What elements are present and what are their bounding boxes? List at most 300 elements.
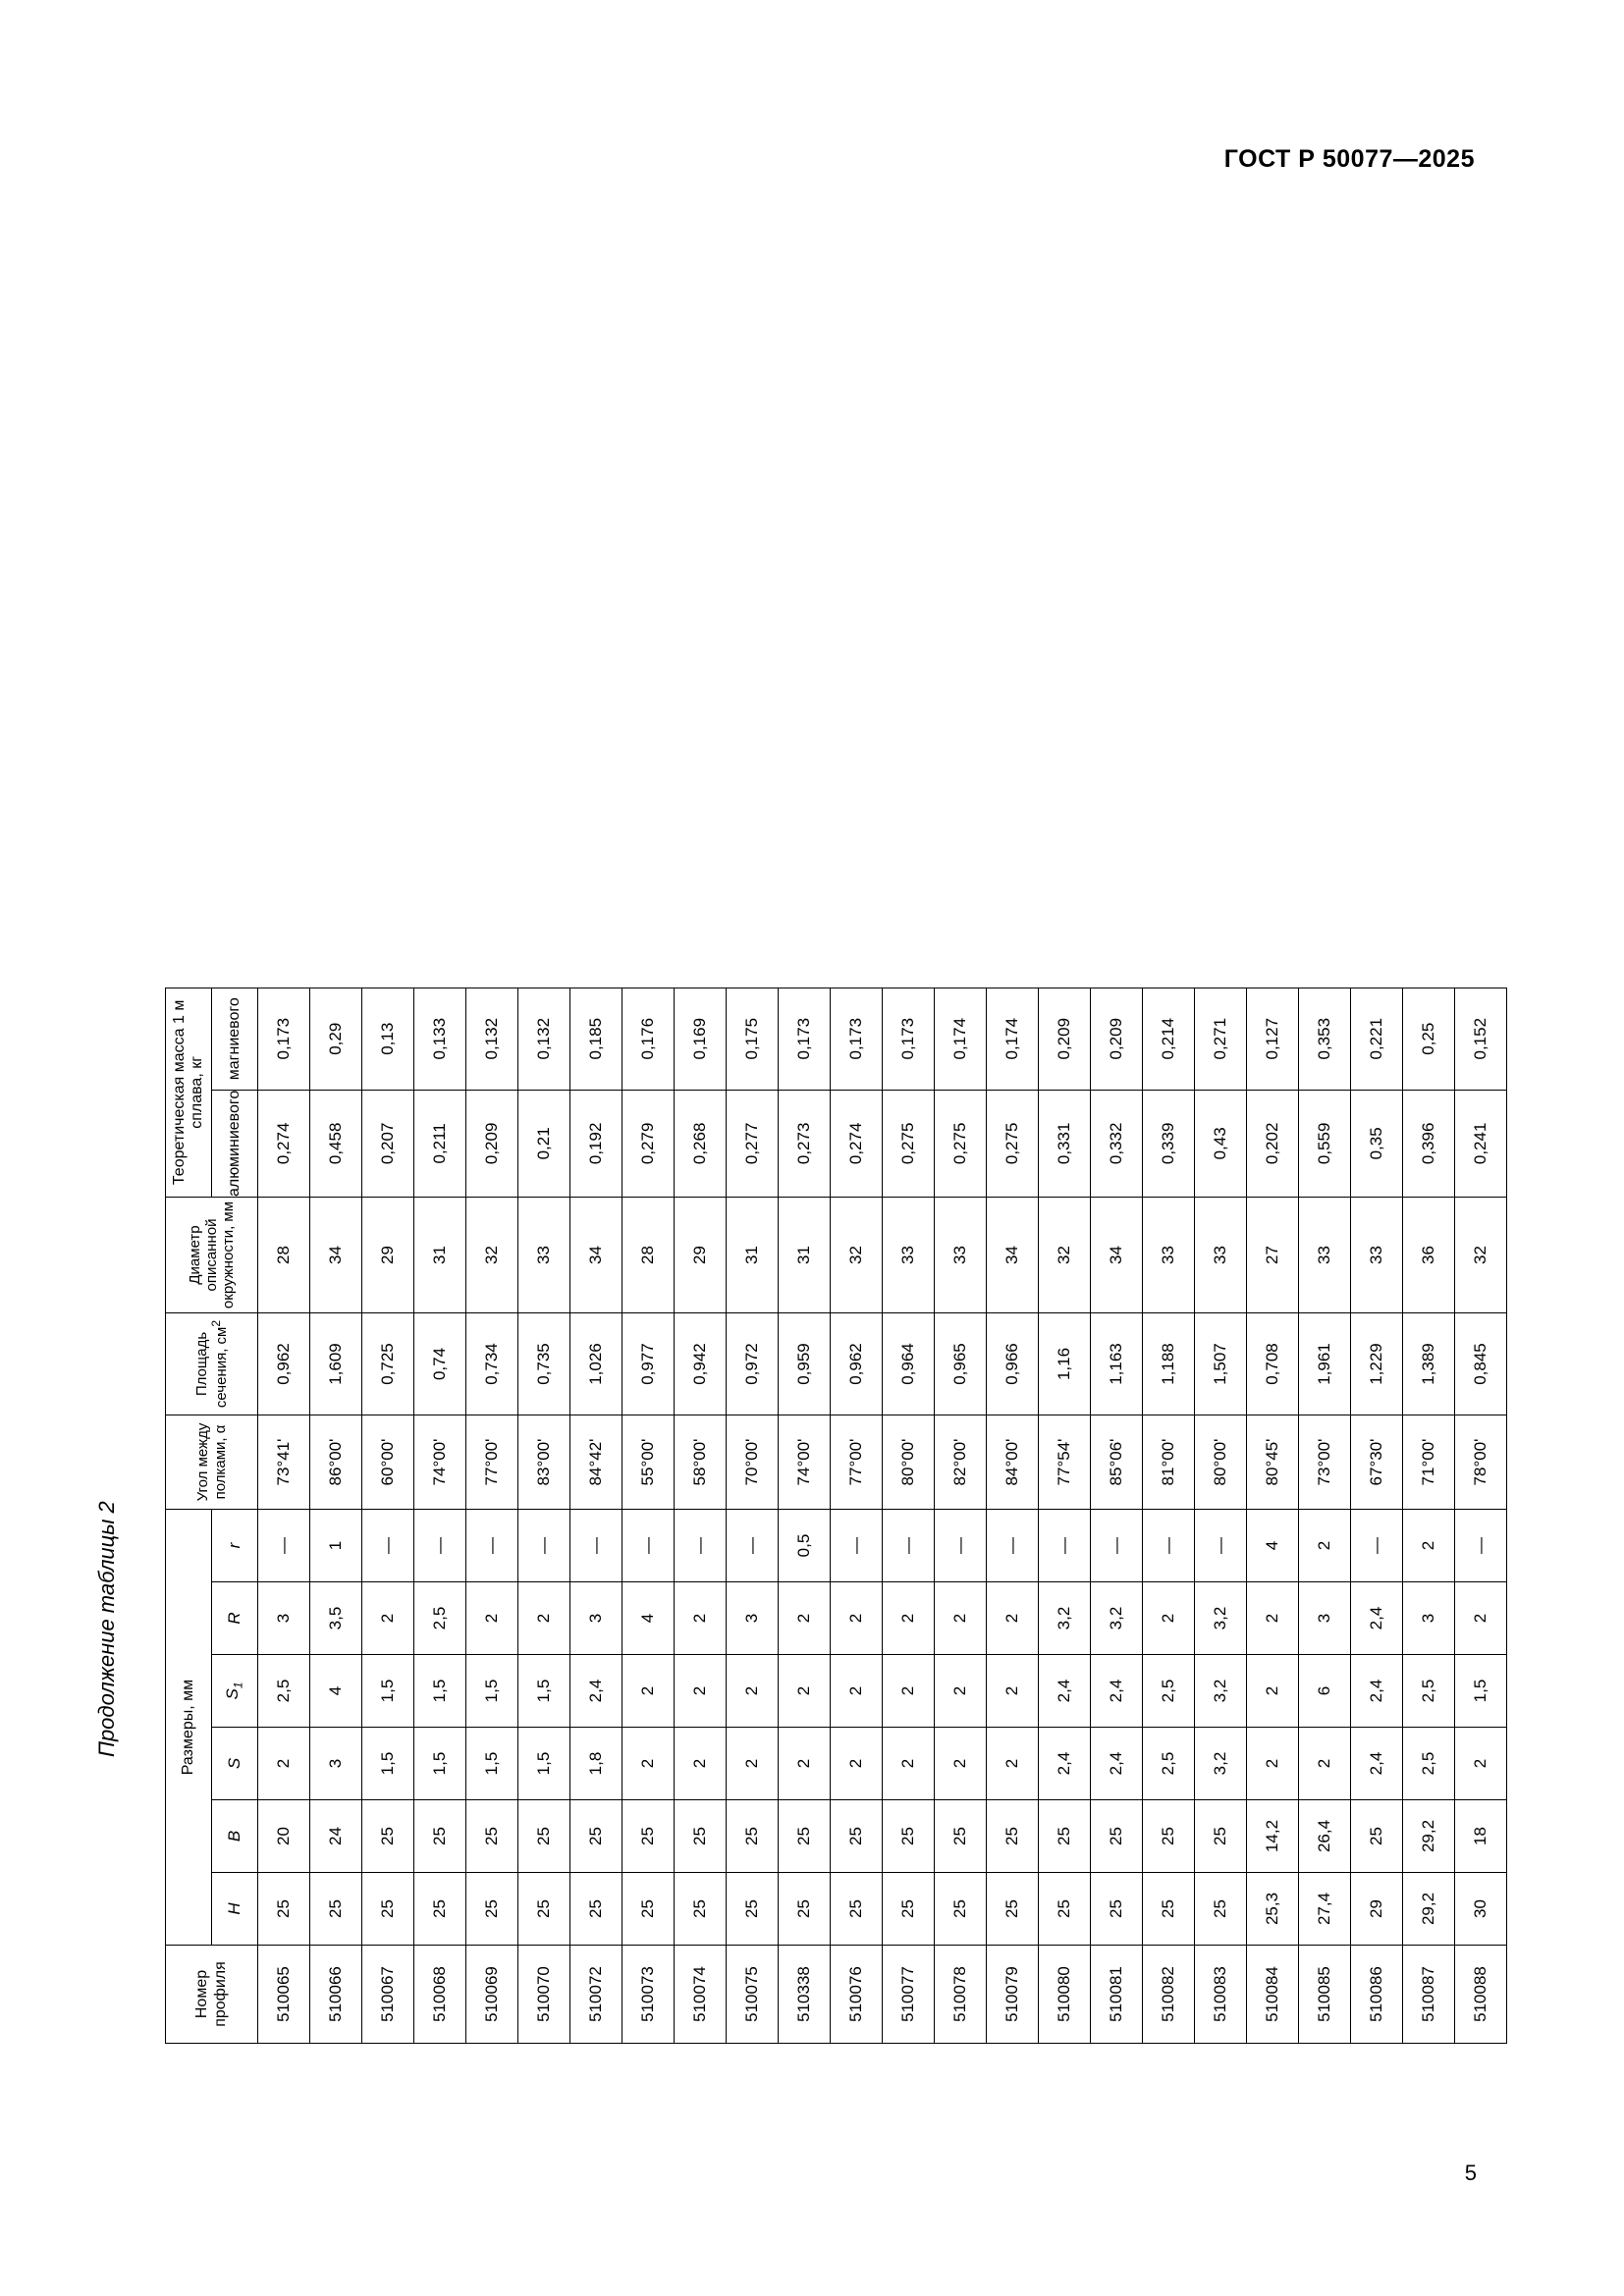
cell-dim-r-small: —: [518, 1510, 570, 1582]
cell-dim-r-small: —: [258, 1510, 310, 1582]
cell-mass-aluminium: 0,192: [570, 1090, 623, 1197]
cell-mass-aluminium: 0,275: [987, 1090, 1039, 1197]
cell-mass-magnesium: 0,169: [675, 988, 727, 1090]
cell-mass-magnesium: 0,132: [466, 988, 518, 1090]
cell-area: 1,389: [1403, 1313, 1455, 1415]
cell-dim-r-big: 3,5: [310, 1582, 362, 1655]
cell-area: 1,229: [1351, 1313, 1403, 1415]
cell-dim-s1: 2: [1247, 1655, 1299, 1728]
cell-dim-s1: 1,5: [1455, 1655, 1507, 1728]
cell-dim-r-small: —: [1351, 1510, 1403, 1582]
cell-dim-h: 25: [727, 1873, 779, 1946]
cell-dim-s1: 2: [779, 1655, 831, 1728]
cell-mass-magnesium: 0,133: [414, 988, 466, 1090]
cell-dim-s1: 2: [883, 1655, 935, 1728]
cell-dim-b: 18: [1455, 1800, 1507, 1873]
table-row: [414, 988, 466, 2043]
cell-dim-s1: 6: [1299, 1655, 1351, 1728]
cell-mass-aluminium: 0,277: [727, 1090, 779, 1197]
cell-angle: 84°42': [570, 1415, 623, 1510]
header-profile-number: Номер профиля: [166, 1946, 258, 2044]
cell-mass-magnesium: 0,174: [935, 988, 987, 1090]
cell-profile-number: 510069: [466, 1946, 518, 2044]
cell-mass-magnesium: 0,173: [258, 988, 310, 1090]
cell-dim-r-small: —: [1455, 1510, 1507, 1582]
cell-dim-s1: 1,5: [414, 1655, 466, 1728]
cell-profile-number: 510082: [1143, 1946, 1195, 2044]
cell-dim-s: 2: [675, 1728, 727, 1800]
cell-profile-number: 510072: [570, 1946, 623, 2044]
cell-dim-b: 25: [935, 1800, 987, 1873]
cell-profile-number: 510083: [1195, 1946, 1247, 2044]
cell-dim-b: 25: [362, 1800, 414, 1873]
cell-dim-s1: 2,5: [1143, 1655, 1195, 1728]
cell-dim-b: 25: [414, 1800, 466, 1873]
cell-dim-s1: 2: [675, 1655, 727, 1728]
cell-mass-magnesium: 0,127: [1247, 988, 1299, 1090]
cell-area: 0,74: [414, 1313, 466, 1415]
cell-dim-r-big: 2,4: [1351, 1582, 1403, 1655]
cell-dim-b: 25: [1039, 1800, 1091, 1873]
cell-mass-aluminium: 0,35: [1351, 1090, 1403, 1197]
cell-mass-aluminium: 0,279: [623, 1090, 675, 1197]
cell-dim-b: 25: [518, 1800, 570, 1873]
cell-dim-r-small: —: [987, 1510, 1039, 1582]
cell-dim-s1: 2,5: [258, 1655, 310, 1728]
table-row: [518, 988, 570, 2043]
cell-dim-s: 2: [831, 1728, 883, 1800]
cell-dim-b: 25: [675, 1800, 727, 1873]
cell-dim-h: 27,4: [1299, 1873, 1351, 1946]
profile-dimensions-table: [165, 988, 1507, 2044]
cell-dim-b: 26,4: [1299, 1800, 1351, 1873]
cell-dim-b: 24: [310, 1800, 362, 1873]
cell-angle: 55°00': [623, 1415, 675, 1510]
cell-area: 1,16: [1039, 1313, 1091, 1415]
cell-area: 1,163: [1091, 1313, 1143, 1415]
cell-diameter: 33: [1143, 1198, 1195, 1313]
cell-area: 0,972: [727, 1313, 779, 1415]
cell-dim-h: 25: [466, 1873, 518, 1946]
cell-dim-r-big: 2: [1247, 1582, 1299, 1655]
cell-profile-number: 510079: [987, 1946, 1039, 2044]
cell-dim-s: 2: [258, 1728, 310, 1800]
cell-angle: 80°45': [1247, 1415, 1299, 1510]
cell-angle: 77°00': [831, 1415, 883, 1510]
cell-mass-magnesium: 0,209: [1091, 988, 1143, 1090]
cell-dim-r-small: 1: [310, 1510, 362, 1582]
cell-dim-h: 25: [362, 1873, 414, 1946]
cell-dim-b: 25: [1195, 1800, 1247, 1873]
cell-dim-s: 2,4: [1091, 1728, 1143, 1800]
cell-dim-h: 25: [883, 1873, 935, 1946]
cell-dim-r-small: 0,5: [779, 1510, 831, 1582]
header-dim-r-big: R: [212, 1582, 258, 1655]
cell-angle: 80°00': [1195, 1415, 1247, 1510]
cell-dim-s: 2,5: [1403, 1728, 1455, 1800]
cell-profile-number: 510070: [518, 1946, 570, 2044]
cell-dim-s1: 1,5: [518, 1655, 570, 1728]
cell-dim-h: 25: [675, 1873, 727, 1946]
cell-dim-h: 25: [779, 1873, 831, 1946]
cell-angle: 85°06': [1091, 1415, 1143, 1510]
table-row: [362, 988, 414, 2043]
cell-dim-r-big: 2,5: [414, 1582, 466, 1655]
cell-mass-aluminium: 0,274: [831, 1090, 883, 1197]
cell-angle: 73°00': [1299, 1415, 1351, 1510]
cell-diameter: 27: [1247, 1198, 1299, 1313]
cell-dim-b: 25: [779, 1800, 831, 1873]
cell-mass-aluminium: 0,207: [362, 1090, 414, 1197]
cell-dim-r-big: 3,2: [1091, 1582, 1143, 1655]
cell-dim-s1: 4: [310, 1655, 362, 1728]
cell-dim-r-big: 2: [518, 1582, 570, 1655]
cell-dim-h: 25: [1091, 1873, 1143, 1946]
cell-dim-s1: 2: [935, 1655, 987, 1728]
cell-mass-aluminium: 0,339: [1143, 1090, 1195, 1197]
cell-dim-r-small: —: [362, 1510, 414, 1582]
cell-angle: 74°00': [414, 1415, 466, 1510]
cell-mass-magnesium: 0,173: [831, 988, 883, 1090]
cell-angle: 73°41': [258, 1415, 310, 1510]
cell-mass-aluminium: 0,241: [1455, 1090, 1507, 1197]
table-row: [258, 988, 310, 2043]
cell-dim-s1: 3,2: [1195, 1655, 1247, 1728]
cell-angle: 60°00': [362, 1415, 414, 1510]
cell-dim-h: 25: [935, 1873, 987, 1946]
cell-mass-magnesium: 0,13: [362, 988, 414, 1090]
cell-diameter: 33: [1299, 1198, 1351, 1313]
cell-mass-aluminium: 0,273: [779, 1090, 831, 1197]
cell-mass-magnesium: 0,173: [779, 988, 831, 1090]
cell-dim-s1: 2,4: [1039, 1655, 1091, 1728]
cell-dim-h: 30: [1455, 1873, 1507, 1946]
table-row: [831, 988, 883, 2043]
header-mass-group: Теоретическая масса 1 м сплава, кг: [166, 988, 212, 1197]
cell-dim-r-big: 3: [1299, 1582, 1351, 1655]
header-dim-s1: [212, 1655, 258, 1728]
cell-dim-s: 1,5: [362, 1728, 414, 1800]
cell-dim-s: 2: [1455, 1728, 1507, 1800]
cell-dim-s: 2: [935, 1728, 987, 1800]
cell-dim-h: 25: [987, 1873, 1039, 1946]
cell-dim-b: 25: [831, 1800, 883, 1873]
cell-profile-number: 510080: [1039, 1946, 1091, 2044]
cell-angle: 74°00': [779, 1415, 831, 1510]
cell-profile-number: 510084: [1247, 1946, 1299, 2044]
cell-diameter: 34: [987, 1198, 1039, 1313]
cell-profile-number: 510074: [675, 1946, 727, 2044]
cell-dim-r-small: 2: [1299, 1510, 1351, 1582]
cell-dim-s1: 1,5: [362, 1655, 414, 1728]
cell-dim-s: 2: [883, 1728, 935, 1800]
cell-diameter: 28: [623, 1198, 675, 1313]
cell-dim-s: 2,4: [1351, 1728, 1403, 1800]
header-area: [166, 1313, 258, 1415]
cell-dim-s1: 2,4: [1351, 1655, 1403, 1728]
table-row: [1299, 988, 1351, 2043]
cell-dim-r-small: —: [1143, 1510, 1195, 1582]
table-row: [935, 988, 987, 2043]
cell-dim-r-big: 2: [935, 1582, 987, 1655]
cell-dim-r-small: 2: [1403, 1510, 1455, 1582]
header-angle: Угол между полками, α: [166, 1415, 258, 1510]
cell-dim-s1: 2,5: [1403, 1655, 1455, 1728]
cell-dim-s1: 2,4: [570, 1655, 623, 1728]
cell-mass-magnesium: 0,176: [623, 988, 675, 1090]
cell-dim-r-small: —: [675, 1510, 727, 1582]
cell-dim-r-small: —: [623, 1510, 675, 1582]
page-number: 5: [1464, 2161, 1477, 2185]
cell-mass-aluminium: 0,211: [414, 1090, 466, 1197]
cell-dim-s: 2: [779, 1728, 831, 1800]
cell-mass-magnesium: 0,132: [518, 988, 570, 1090]
cell-dim-r-small: —: [1039, 1510, 1091, 1582]
cell-mass-aluminium: 0,458: [310, 1090, 362, 1197]
header-area-text: Площадь сечения, см: [192, 1326, 230, 1409]
cell-mass-magnesium: 0,221: [1351, 988, 1403, 1090]
cell-diameter: 31: [779, 1198, 831, 1313]
cell-angle: 81°00': [1143, 1415, 1195, 1510]
table-body: [258, 988, 1507, 2043]
cell-area: 1,026: [570, 1313, 623, 1415]
cell-angle: 77°00': [466, 1415, 518, 1510]
cell-mass-aluminium: 0,274: [258, 1090, 310, 1197]
cell-dim-b: 20: [258, 1800, 310, 1873]
cell-dim-b: 25: [1351, 1800, 1403, 1873]
table-row: [883, 988, 935, 2043]
cell-diameter: 29: [362, 1198, 414, 1313]
header-dim-h: H: [212, 1873, 258, 1946]
table-row: [570, 988, 623, 2043]
table-row: [466, 988, 518, 2043]
table-row: [1143, 988, 1195, 2043]
cell-profile-number: 510076: [831, 1946, 883, 2044]
cell-mass-magnesium: 0,271: [1195, 988, 1247, 1090]
cell-area: 0,725: [362, 1313, 414, 1415]
header-diameter: Диаметр описанной окружности, мм: [166, 1198, 258, 1313]
cell-dim-h: 25: [258, 1873, 310, 1946]
cell-mass-aluminium: 0,559: [1299, 1090, 1351, 1197]
cell-dim-r-big: 3: [258, 1582, 310, 1655]
cell-dim-s: 2: [1299, 1728, 1351, 1800]
cell-profile-number: 510065: [258, 1946, 310, 2044]
cell-profile-number: 510085: [1299, 1946, 1351, 2044]
cell-diameter: 29: [675, 1198, 727, 1313]
cell-area: 1,961: [1299, 1313, 1351, 1415]
cell-dim-s: 2: [1247, 1728, 1299, 1800]
cell-angle: 58°00': [675, 1415, 727, 1510]
cell-area: 0,708: [1247, 1313, 1299, 1415]
cell-mass-aluminium: 0,331: [1039, 1090, 1091, 1197]
cell-area: 0,965: [935, 1313, 987, 1415]
table-row: [987, 988, 1039, 2043]
cell-profile-number: 510068: [414, 1946, 466, 2044]
cell-dim-h: 25: [518, 1873, 570, 1946]
cell-diameter: 32: [1455, 1198, 1507, 1313]
cell-area: 0,734: [466, 1313, 518, 1415]
cell-dim-h: 29: [1351, 1873, 1403, 1946]
cell-profile-number: 510078: [935, 1946, 987, 2044]
cell-mass-aluminium: 0,268: [675, 1090, 727, 1197]
cell-profile-number: 510086: [1351, 1946, 1403, 2044]
cell-area: 0,962: [258, 1313, 310, 1415]
table-row: [727, 988, 779, 2043]
cell-dim-r-big: 2: [831, 1582, 883, 1655]
cell-mass-aluminium: 0,43: [1195, 1090, 1247, 1197]
cell-mass-magnesium: 0,152: [1455, 988, 1507, 1090]
header-area-superscript: 2: [209, 1319, 223, 1327]
table-row: [1091, 988, 1143, 2043]
cell-diameter: 34: [570, 1198, 623, 1313]
cell-angle: 86°00': [310, 1415, 362, 1510]
table-row: [675, 988, 727, 2043]
cell-profile-number: 510066: [310, 1946, 362, 2044]
table-row: [1247, 988, 1299, 2043]
header-mass-magnesium: магниевого: [212, 988, 258, 1090]
cell-mass-aluminium: 0,21: [518, 1090, 570, 1197]
cell-dim-r-big: 3: [1403, 1582, 1455, 1655]
cell-dim-r-big: 2: [466, 1582, 518, 1655]
header-dim-s1-subscript: 1: [231, 1682, 245, 1689]
cell-mass-aluminium: 0,396: [1403, 1090, 1455, 1197]
cell-dim-r-small: —: [414, 1510, 466, 1582]
cell-angle: 78°00': [1455, 1415, 1507, 1510]
cell-area: 0,962: [831, 1313, 883, 1415]
cell-dim-s: 1,5: [414, 1728, 466, 1800]
header-dim-s1-text: S: [223, 1688, 243, 1700]
cell-dim-h: 25: [831, 1873, 883, 1946]
cell-dim-s1: 2: [987, 1655, 1039, 1728]
cell-angle: 80°00': [883, 1415, 935, 1510]
cell-mass-aluminium: 0,209: [466, 1090, 518, 1197]
cell-angle: 83°00': [518, 1415, 570, 1510]
cell-dim-b: 25: [570, 1800, 623, 1873]
header-dim-s: S: [212, 1728, 258, 1800]
table-row: [623, 988, 675, 2043]
table-header: [166, 988, 258, 2043]
cell-diameter: 32: [831, 1198, 883, 1313]
cell-dim-s: 2: [987, 1728, 1039, 1800]
cell-dim-r-big: 4: [623, 1582, 675, 1655]
cell-diameter: 33: [1351, 1198, 1403, 1313]
cell-dim-b: 29,2: [1403, 1800, 1455, 1873]
cell-dim-r-small: —: [1091, 1510, 1143, 1582]
cell-dim-r-big: 2: [1143, 1582, 1195, 1655]
cell-dim-b: 25: [1143, 1800, 1195, 1873]
rotated-table-wrapper: [165, 988, 1507, 2044]
cell-dim-r-small: —: [883, 1510, 935, 1582]
cell-dim-s1: 2: [831, 1655, 883, 1728]
cell-mass-magnesium: 0,214: [1143, 988, 1195, 1090]
cell-dim-r-big: 3: [570, 1582, 623, 1655]
cell-dim-s: 2,4: [1039, 1728, 1091, 1800]
cell-profile-number: 510067: [362, 1946, 414, 2044]
cell-diameter: 33: [883, 1198, 935, 1313]
cell-dim-r-big: 3,2: [1195, 1582, 1247, 1655]
cell-dim-r-big: 2: [779, 1582, 831, 1655]
table-row: [1351, 988, 1403, 2043]
cell-angle: 77°54': [1039, 1415, 1091, 1510]
header-mass-aluminium: алюминиевого: [212, 1090, 258, 1197]
header-dim-b: B: [212, 1800, 258, 1873]
cell-diameter: 34: [1091, 1198, 1143, 1313]
cell-area: 1,188: [1143, 1313, 1195, 1415]
cell-dim-r-big: 3: [727, 1582, 779, 1655]
standard-header: ГОСТ Р 50077—2025: [1223, 145, 1475, 173]
cell-dim-s: 3: [310, 1728, 362, 1800]
cell-dim-s: 2,5: [1143, 1728, 1195, 1800]
cell-mass-aluminium: 0,275: [935, 1090, 987, 1197]
cell-dim-s1: 2: [623, 1655, 675, 1728]
cell-diameter: 32: [466, 1198, 518, 1313]
cell-dim-h: 25: [310, 1873, 362, 1946]
cell-dim-s: 2: [727, 1728, 779, 1800]
cell-dim-s: 1,5: [518, 1728, 570, 1800]
cell-dim-s1: 2: [727, 1655, 779, 1728]
cell-mass-magnesium: 0,175: [727, 988, 779, 1090]
cell-dim-r-big: 2: [987, 1582, 1039, 1655]
cell-mass-aluminium: 0,202: [1247, 1090, 1299, 1197]
cell-dim-h: 25: [414, 1873, 466, 1946]
cell-dim-r-small: —: [831, 1510, 883, 1582]
cell-dim-b: 25: [466, 1800, 518, 1873]
cell-area: 1,609: [310, 1313, 362, 1415]
cell-dim-s: 3,2: [1195, 1728, 1247, 1800]
cell-dim-r-small: —: [466, 1510, 518, 1582]
cell-area: 1,507: [1195, 1313, 1247, 1415]
cell-area: 0,735: [518, 1313, 570, 1415]
cell-profile-number: 510088: [1455, 1946, 1507, 2044]
cell-profile-number: 510087: [1403, 1946, 1455, 2044]
cell-dim-s1: 1,5: [466, 1655, 518, 1728]
cell-profile-number: 510075: [727, 1946, 779, 2044]
cell-mass-magnesium: 0,174: [987, 988, 1039, 1090]
cell-dim-b: 25: [1091, 1800, 1143, 1873]
cell-profile-number: 510077: [883, 1946, 935, 2044]
cell-mass-magnesium: 0,173: [883, 988, 935, 1090]
cell-dim-b: 25: [623, 1800, 675, 1873]
cell-angle: 71°00': [1403, 1415, 1455, 1510]
table-row: [1195, 988, 1247, 2043]
cell-dim-b: 25: [727, 1800, 779, 1873]
table-row: [779, 988, 831, 2043]
cell-dim-h: 29,2: [1403, 1873, 1455, 1946]
table-continuation-caption: Продолжение таблицы 2: [94, 1501, 119, 1757]
cell-diameter: 32: [1039, 1198, 1091, 1313]
cell-angle: 70°00': [727, 1415, 779, 1510]
cell-mass-aluminium: 0,332: [1091, 1090, 1143, 1197]
table-row: [1039, 988, 1091, 2043]
cell-area: 0,959: [779, 1313, 831, 1415]
cell-dim-r-small: —: [570, 1510, 623, 1582]
cell-dim-r-big: 2: [675, 1582, 727, 1655]
cell-area: 0,964: [883, 1313, 935, 1415]
cell-diameter: 36: [1403, 1198, 1455, 1313]
table-row: [1403, 988, 1455, 2043]
cell-dim-b: 25: [883, 1800, 935, 1873]
cell-angle: 67°30': [1351, 1415, 1403, 1510]
cell-dim-h: 25: [1039, 1873, 1091, 1946]
cell-dim-s: 2: [623, 1728, 675, 1800]
cell-mass-magnesium: 0,25: [1403, 988, 1455, 1090]
cell-angle: 82°00': [935, 1415, 987, 1510]
cell-dim-h: 25,3: [1247, 1873, 1299, 1946]
cell-dim-h: 25: [1195, 1873, 1247, 1946]
cell-dim-r-small: —: [1195, 1510, 1247, 1582]
table-row: [310, 988, 362, 2043]
cell-dim-r-small: 4: [1247, 1510, 1299, 1582]
